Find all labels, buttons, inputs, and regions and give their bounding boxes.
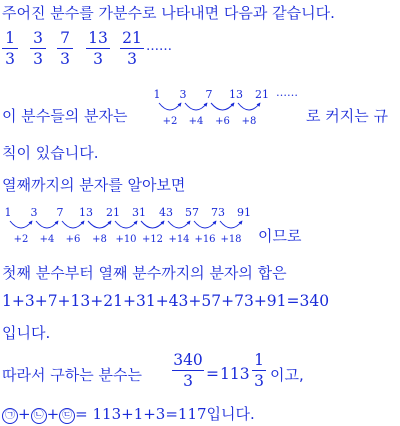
- difference-label: +2: [162, 116, 178, 127]
- difference-arc: [36, 221, 58, 228]
- sequence-number: 13: [229, 88, 243, 101]
- difference-label: +8: [241, 116, 257, 127]
- tenth-sequence-diagram: [0, 202, 260, 244]
- final-rhs: = 113+1+3=117: [75, 405, 207, 423]
- difference-label: +6: [65, 234, 81, 245]
- difference-arc: [115, 221, 137, 228]
- numerator-sequence-diagram: [148, 84, 298, 127]
- sequence-number: 31: [132, 206, 146, 219]
- sum-heading: 첫째 분수부터 열째 분수까지의 분자의 합은: [2, 264, 287, 282]
- symbol-a: ㉠: [2, 408, 18, 424]
- sequence-number: 57: [185, 206, 199, 219]
- result-fraction: 340 3: [173, 351, 203, 390]
- difference-arc: [141, 221, 164, 228]
- rule-line-right: 로 커지는 규: [306, 107, 388, 125]
- difference-arc: [220, 221, 242, 228]
- difference-label: +8: [92, 234, 107, 245]
- sum-conclusion: 입니다.: [2, 324, 51, 342]
- sequence-number: 7: [205, 88, 213, 101]
- therefore-text: 이므로: [258, 227, 302, 245]
- sum-equation: 1+3+7+13+21+31+43+57+73+91=340: [2, 292, 330, 310]
- sequence-number: 1: [4, 206, 12, 219]
- final-tail: 입니다.: [206, 405, 255, 423]
- symbol-c: ㉢: [59, 408, 75, 424]
- tenth-numerator-heading: 열째까지의 분자를 알아보면: [2, 176, 186, 194]
- fraction-3: 7 3: [57, 30, 73, 68]
- fraction-5: 21 3: [120, 30, 144, 68]
- difference-arc: [62, 221, 84, 228]
- difference-arc: [238, 103, 260, 110]
- difference-label: +18: [220, 234, 242, 245]
- sequence-number: 3: [179, 88, 187, 101]
- sequence-number: 21: [255, 88, 269, 101]
- difference-label: +2: [13, 234, 29, 245]
- equals-sign: =: [206, 365, 219, 383]
- difference-arc: [168, 221, 190, 228]
- fraction-ellipsis: ……: [146, 39, 172, 54]
- difference-label: +6: [215, 116, 230, 127]
- symbol-b: ㉡: [31, 408, 47, 424]
- sequence-number: 43: [159, 206, 173, 219]
- difference-arc: [159, 103, 181, 110]
- fraction-4: 13 3: [86, 30, 110, 68]
- sequence-number: 21: [106, 206, 120, 219]
- sequence-number: 91: [237, 206, 251, 219]
- plus-sign: +: [46, 405, 60, 423]
- result-prefix: 따라서 구하는 분수는: [2, 366, 142, 384]
- difference-label: +10: [115, 234, 137, 245]
- mixed-fraction: 1 3: [252, 352, 266, 390]
- mixed-whole: 113: [220, 365, 250, 383]
- intro-line: 주어진 분수를 가분수로 나타내면 다음과 같습니다.: [2, 4, 335, 22]
- difference-arc: [88, 221, 111, 228]
- difference-arc: [211, 103, 234, 110]
- difference-label: +16: [194, 234, 216, 245]
- fraction-2: 3 3: [30, 30, 46, 68]
- difference-label: +12: [141, 234, 164, 245]
- sequence-ellipsis: ……: [276, 86, 298, 99]
- rule-line-continuation: 칙이 있습니다.: [2, 144, 99, 162]
- fraction-1: 1 3: [2, 30, 18, 68]
- sequence-number: 7: [56, 206, 64, 219]
- result-suffix: 이고,: [270, 366, 304, 384]
- plus-sign: +: [18, 405, 31, 423]
- difference-label: +4: [188, 116, 204, 127]
- difference-arc: [185, 103, 207, 110]
- difference-label: +4: [39, 234, 55, 245]
- difference-arc: [10, 221, 32, 228]
- difference-label: +14: [168, 234, 190, 245]
- rule-line-left: 이 분수들의 분자는: [2, 107, 128, 125]
- sequence-number: 13: [79, 206, 93, 219]
- sequence-number: 1: [153, 88, 161, 101]
- final-equation: [2, 405, 255, 424]
- sequence-number: 73: [211, 206, 225, 219]
- sequence-number: 3: [30, 206, 38, 219]
- difference-arc: [194, 221, 216, 228]
